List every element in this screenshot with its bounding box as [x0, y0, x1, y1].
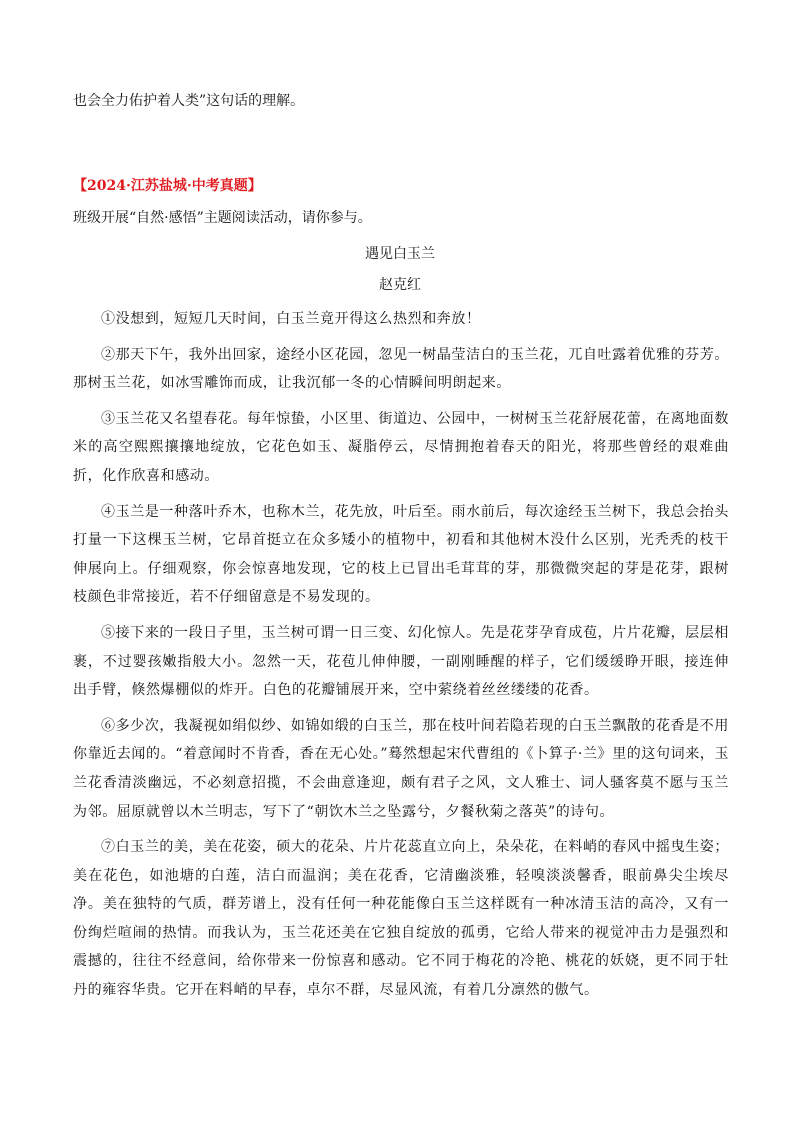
paragraph-7: ⑦白玉兰的美，美在花姿，硕大的花朵、片片花蕊直立向上，朵朵花，在料峭的春风中摇曳生姿；美在花色，如池塘的白莲，洁白而温润；美在花香，它清幽淡雅，轻嗅淡淡馨香，眼前鼻尖尘埃尽净。美在独特的气质，群芳谱上，没有任何一种花能像白玉兰这样既有一种冰清玉洁的高冷，又有一份绚烂喧闹的热情。而我认为，玉兰花还美在它独自绽放的孤勇，它给人带来的视觉冲击力是强烈和震撼的，往往不经意间，给你带来一份惊喜和感动。它不同于梅花的冷艳、桃花的妖娆，更不同于牡丹的雍容华贵。它开在料峭的早春，卓尔不群，尽显风流，有着几分凛然的傲气。: [73, 839, 729, 999]
article-body: [73, 305, 729, 1012]
paragraph-2: ②那天下午，我外出回家，途经小区花园，忽见一树晶莹洁白的玉兰花，兀自吐露着优雅的芬芳。那树玉兰花，如冰雪雕饰而成，让我沉郁一冬的心情瞬间明朗起来。: [73, 346, 729, 392]
paragraph-1: ①没想到，短短几天时间，白玉兰竟开得这么热烈和奔放！: [101, 311, 481, 327]
paragraph-5: ⑤接下来的一段日子里，玉兰树可谓一日三变、幻化惊人。先是花芽孕育成苞，片片花瓣，层层相裹，不过婴孩嫩指般大小。忽然一天，花苞儿伸伸腰，一副刚睡醒的样子，它们缓缓睁开眼，接连伸出手臂，倏然爆棚似的炸开。白色的花瓣铺展开来，空中萦绕着丝丝缕缕的花香。: [73, 624, 729, 699]
article-author: 赵克红: [379, 277, 421, 293]
source-tag: 【2024·江苏盐城·中考真题】: [73, 178, 262, 194]
paragraph-6: ⑥多少次，我凝视如绢似纱、如锦如缎的白玉兰，那在枝叶间若隐若现的白玉兰飘散的花香是不用你靠近去闻的。“着意闻时不肯香，香在无心处。”蓦然想起宋代曹组的《卜算子·兰》里的这句词来，玉兰花香清淡幽远，不必刻意招揽，不会曲意逢迎，颇有君子之风，文人雅士、词人骚客莫不愿与玉兰为邻。屈原就曾以木兰明志，写下了“朝饮木兰之坠露兮，夕餐秋菊之落英”的诗句。: [73, 717, 729, 820]
article-title: 遇见白玉兰: [365, 246, 435, 262]
paragraph-4: ④玉兰是一种落叶乔木，也称木兰，花先放，叶后至。雨水前后，每次途经玉兰树下，我总会抬头打量一下这棵玉兰树，它昂首挺立在众多矮小的植物中，初看和其他树木没什么区别，光秃秃的枝干伸展向上。仔细观察，你会惊喜地发现，它的枝上已冒出毛茸茸的芽，那微微突起的芽是花芽，跟树枝颜色非常接近，若不仔细留意是不易发现的。: [73, 503, 729, 606]
intro-text: 班级开展“自然·感悟”主题阅读活动，请你参与。: [73, 210, 372, 226]
paragraph-3: ③玉兰花又名望春花。每年惊蛰，小区里、街道边、公园中，一树树玉兰花舒展花蕾，在离地面数米的高空熙熙攘攘地绽放，它花色如玉、凝脂停云，尽情拥抱着春天的阳光，将那些曾经的艰难曲折，化作欣喜和感动。: [73, 410, 729, 484]
carryover-text: 也会全力佑护着人类”这句话的理解。: [73, 93, 305, 109]
